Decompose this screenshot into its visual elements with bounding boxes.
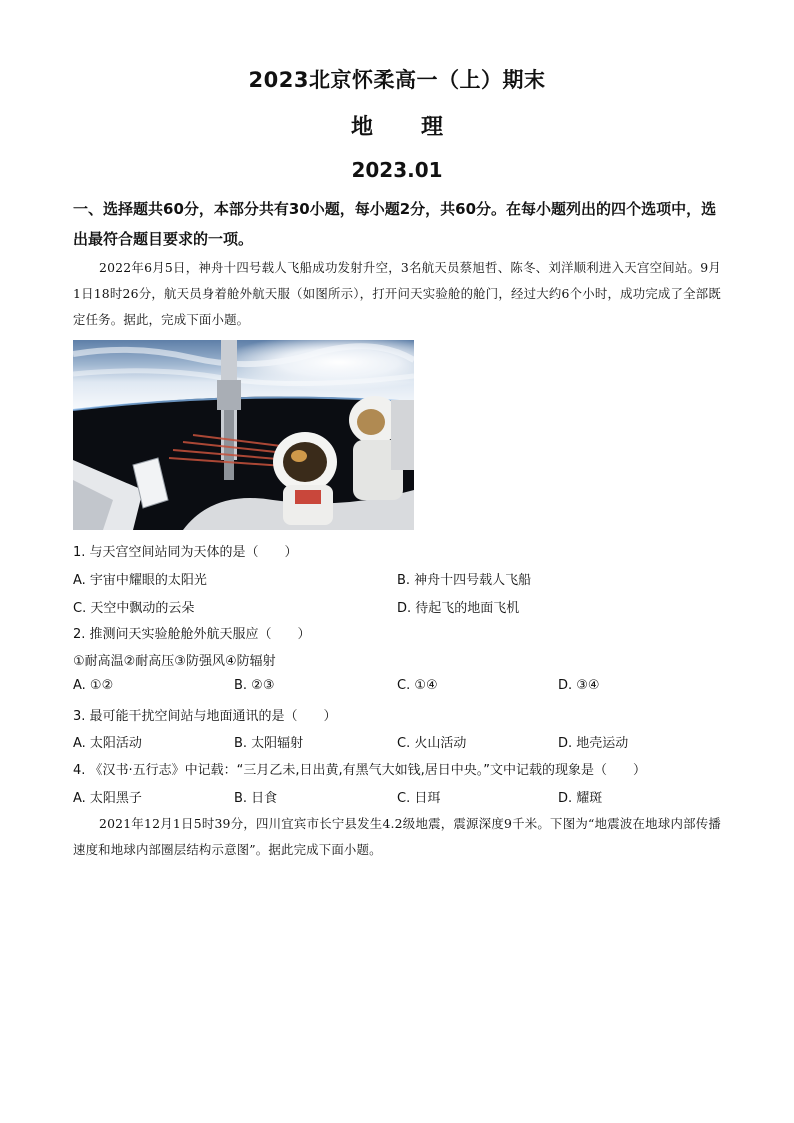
spacewalk-illustration (73, 340, 414, 530)
question-2-option-a: A. ①② (73, 678, 114, 693)
question-1-option-a: A. 宇宙中耀眼的太阳光 (73, 573, 207, 588)
question-3-option-b: B. 太阳辐射 (234, 736, 304, 751)
section-heading: 一、选择题共60分，本部分共有30小题，每小题2分，共60分。在每小题列出的四个选项中，选出最符合题目要求的一项。 (73, 200, 717, 248)
subject-char-1: 地 (350, 115, 373, 140)
astronaut-spacewalk-photo (73, 340, 414, 530)
question-1-option-b: B. 神舟十四号载人飞船 (397, 573, 532, 588)
question-2-choices: ①耐高温②耐高压③防强风④防辐射 (73, 654, 276, 669)
question-3-option-c: C. 火山活动 (397, 736, 467, 751)
question-4-option-d: D. 耀斑 (558, 791, 603, 806)
question-3-stem: 3. 最可能干扰空间站与地面通讯的是（ ） (73, 709, 337, 724)
question-4-option-b: B. 日食 (234, 791, 278, 806)
question-2-option-b: B. ②③ (234, 678, 275, 693)
question-4-option-a: A. 太阳黑子 (73, 791, 142, 806)
question-3-option-a: A. 太阳活动 (73, 736, 142, 751)
subject-title (0, 110, 794, 141)
question-2-stem: 2. 推测问天实验舱舱外航天服应（ ） (73, 627, 311, 642)
question-4-stem: 4. 《汉书·五行志》中记载：“三月乙未,日出黄,有黑气大如钱,居日中央。”文中记载的现象是（ ） (73, 763, 647, 778)
question-4-option-c: C. 日珥 (397, 791, 441, 806)
question-3-option-d: D. 地壳运动 (558, 736, 629, 751)
subject-char-2: 理 (421, 115, 444, 140)
reading-passage-2: 2021年12月1日5时39分，四川宜宾市长宁县发生4.2级地震，震源深度9千米。下图为“地震波在地球内部传播速度和地球内部圈层结构示意图”。据此完成下面小题。 (73, 816, 721, 857)
question-1-stem: 1. 与天宫空间站同为天体的是（ ） (73, 545, 298, 560)
reading-passage-1: 2022年6月5日，神舟十四号载人飞船成功发射升空，3名航天员蔡旭哲、陈冬、刘洋顺利进入天宫空间站。9月1日18时26分，航天员身着舱外航天服（如图所示），打开问天实验舱的舱门，经过大约6个小时，成功完成了全部既定任务。据此，完成下面小题。 (73, 260, 721, 327)
exam-title: 2023北京怀柔高一（上）期末 (248, 68, 546, 92)
question-2-option-c: C. ①④ (397, 678, 438, 693)
question-1-option-d: D. 待起飞的地面飞机 (397, 601, 520, 616)
exam-date: 2023.01 (351, 158, 443, 182)
question-2-option-d: D. ③④ (558, 678, 600, 693)
question-1-option-c: C. 天空中飘动的云朵 (73, 601, 195, 616)
